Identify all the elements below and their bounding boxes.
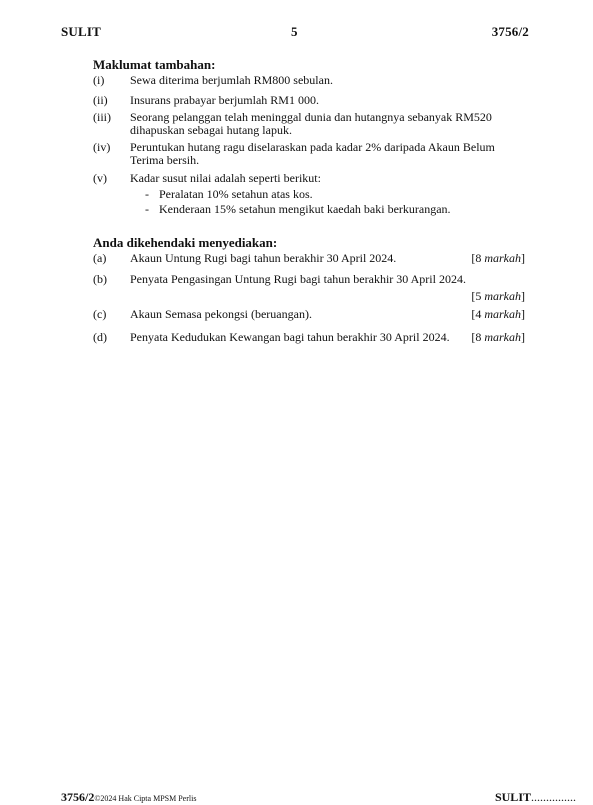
item-text: Kadar susut nilai adalah seperti berikut: bbox=[130, 171, 321, 185]
info-item-iii bbox=[93, 111, 525, 137]
marks-label: [8 markah] bbox=[471, 330, 525, 344]
item-number: (c) bbox=[93, 307, 107, 321]
item-text-line1: Peruntukan hutang ragu diselaraskan pada kadar 2% daripada Akaun Belum bbox=[130, 140, 495, 154]
info-title: Maklumat tambahan: bbox=[93, 57, 216, 72]
item-text: Sewa diterima berjumlah RM800 sebulan. bbox=[130, 73, 333, 87]
bullet-dash: - bbox=[145, 187, 149, 201]
item-number: (iii) bbox=[93, 110, 111, 124]
item-text-line2: Terima bersih. bbox=[130, 153, 200, 167]
item-text-line1: Seorang pelanggan telah meninggal dunia dan hutangnya sebanyak RM520 bbox=[130, 110, 492, 124]
item-number: (iv) bbox=[93, 140, 111, 154]
item-number: (i) bbox=[93, 73, 105, 87]
item-text bbox=[130, 141, 525, 167]
paper-code: 3756/2 bbox=[491, 24, 529, 39]
item-text: Penyata Kedudukan Kewangan bagi tahun berakhir 30 April 2024. bbox=[130, 330, 450, 344]
page-number: 5 bbox=[291, 24, 298, 39]
footer-dots: ............... bbox=[531, 790, 576, 804]
info-item-iv bbox=[93, 141, 525, 167]
subitem-kenderaan bbox=[145, 203, 451, 216]
footer-paper-code: 3756/2 bbox=[61, 790, 95, 804]
footer-code bbox=[61, 790, 196, 805]
bullet-dash: - bbox=[145, 202, 149, 216]
footer-copyright: ©2024 Hak Cipta MPSM Perlis bbox=[94, 794, 197, 803]
item-number: (a) bbox=[93, 251, 107, 265]
task-item-b bbox=[93, 273, 525, 303]
item-text: Akaun Untung Rugi bagi tahun berakhir 30 April 2024. bbox=[130, 251, 397, 265]
item-number: (ii) bbox=[93, 93, 108, 107]
marks-label: [8 markah] bbox=[471, 251, 525, 265]
item-text bbox=[130, 111, 525, 137]
footer-sulit bbox=[495, 790, 576, 805]
item-text-line2: dihapuskan sebagai hutang lapuk. bbox=[130, 123, 292, 137]
item-text: Akaun Semasa pekongsi (beruangan). bbox=[130, 307, 312, 321]
subitem-peralatan bbox=[145, 188, 313, 201]
marks-label: [4 markah] bbox=[471, 307, 525, 321]
item-text: Insurans prabayar berjumlah RM1 000. bbox=[130, 93, 319, 107]
item-number: (b) bbox=[93, 272, 107, 286]
item-number: (v) bbox=[93, 171, 107, 185]
item-number: (d) bbox=[93, 330, 107, 344]
tasks-title: Anda dikehendaki menyediakan: bbox=[93, 235, 278, 250]
item-text: Penyata Pengasingan Untung Rugi bagi tahun berakhir 30 April 2024. bbox=[130, 272, 466, 286]
footer-sulit-label: SULIT bbox=[494, 790, 531, 804]
header-sulit: SULIT bbox=[61, 24, 102, 39]
subitem-text: Kenderaan 15% setahun mengikut kaedah baki berkurangan. bbox=[159, 202, 451, 216]
marks-label: [5 markah] bbox=[471, 289, 525, 303]
subitem-text: Peralatan 10% setahun atas kos. bbox=[159, 187, 313, 201]
